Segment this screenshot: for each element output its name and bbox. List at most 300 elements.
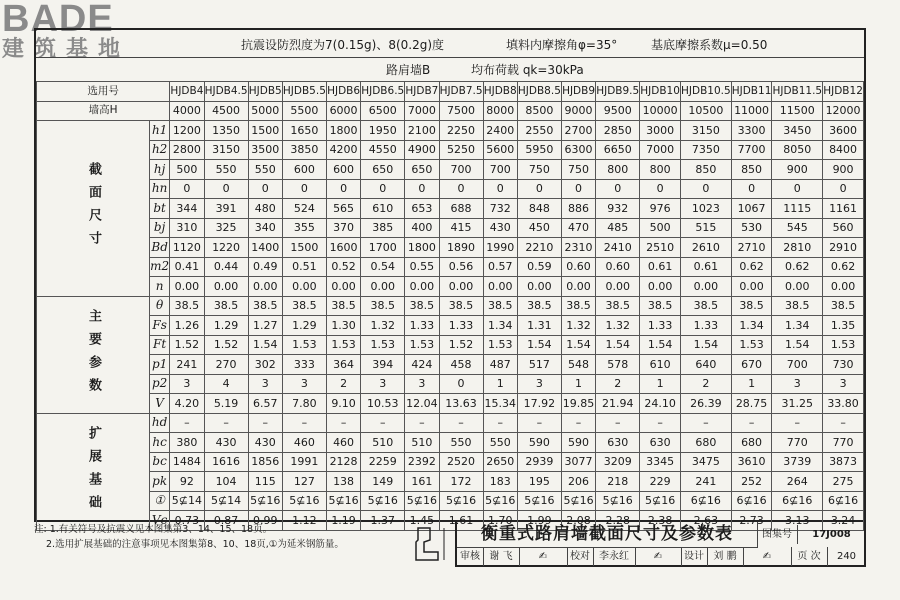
value-cell: 0.73	[170, 511, 204, 531]
symbol-cell: Fs	[150, 316, 170, 336]
value-cell: 0	[681, 179, 732, 199]
value-cell: 183	[483, 472, 517, 492]
value-cell: 1.33	[681, 316, 732, 336]
value-cell: 1800	[326, 121, 360, 141]
review-name: 谢 飞	[483, 547, 520, 566]
symbol-cell: bj	[150, 218, 170, 238]
value-cell: 550	[483, 433, 517, 453]
height-label: 墙高H	[37, 101, 170, 121]
value-cell: 1856	[248, 452, 282, 472]
value-cell: 4550	[361, 140, 405, 160]
value-cell: 0.62	[823, 257, 864, 277]
height-cell: 8500	[517, 101, 561, 121]
model-header-row	[37, 82, 864, 102]
value-cell: 172	[439, 472, 483, 492]
value-cell: 2650	[483, 452, 517, 472]
table-row	[37, 179, 864, 199]
value-cell: 1.30	[326, 316, 360, 336]
title-block	[455, 522, 866, 567]
value-cell: –	[823, 413, 864, 433]
value-cell: 3	[517, 374, 561, 394]
atlas-number: 17J008	[812, 529, 851, 540]
value-cell: 5⊈16	[640, 491, 681, 511]
value-cell: –	[204, 413, 248, 433]
value-cell: 732	[483, 199, 517, 219]
value-cell: 1.27	[248, 316, 282, 336]
table-row	[37, 121, 864, 141]
parameter-table	[36, 81, 864, 531]
value-cell: 800	[640, 160, 681, 180]
value-cell: 2392	[405, 452, 439, 472]
value-cell: 0.57	[483, 257, 517, 277]
value-cell: 450	[517, 218, 561, 238]
value-cell: 900	[823, 160, 864, 180]
value-cell: 4200	[326, 140, 360, 160]
value-cell: 1.53	[823, 335, 864, 355]
value-cell: 5⊈16	[561, 491, 595, 511]
note-line-2: 2.选用扩展基础的注意事项见本图集第8、10、18页,①为延米钢筋量。	[46, 539, 344, 550]
value-cell: 1616	[204, 452, 248, 472]
value-cell: 590	[517, 433, 561, 453]
value-cell: 2810	[772, 238, 823, 258]
value-cell: 325	[204, 218, 248, 238]
height-cell: 10500	[681, 101, 732, 121]
value-cell: 8400	[823, 140, 864, 160]
value-cell: 0	[517, 179, 561, 199]
symbol-cell: hd	[150, 413, 170, 433]
table-row	[37, 452, 864, 472]
table-row	[37, 394, 864, 414]
value-cell: 0.56	[439, 257, 483, 277]
value-cell: 1	[640, 374, 681, 394]
value-cell: 344	[170, 199, 204, 219]
value-cell: 0.00	[640, 277, 681, 297]
value-cell: 38.5	[640, 296, 681, 316]
value-cell: 0.49	[248, 257, 282, 277]
value-cell: 430	[204, 433, 248, 453]
value-cell: 688	[439, 199, 483, 219]
symbol-cell: h2	[150, 140, 170, 160]
value-cell: 0.54	[361, 257, 405, 277]
table-row	[37, 355, 864, 375]
height-cell: 11000	[731, 101, 772, 121]
value-cell: 1.53	[731, 335, 772, 355]
value-cell: 680	[731, 433, 772, 453]
value-cell: 700	[483, 160, 517, 180]
value-cell: 355	[282, 218, 326, 238]
value-cell: 5⊈16	[517, 491, 561, 511]
value-cell: 1.54	[640, 335, 681, 355]
group-label: 主要参数	[37, 296, 150, 413]
value-cell: 6.57	[248, 394, 282, 414]
value-cell: 127	[282, 472, 326, 492]
value-cell: –	[282, 413, 326, 433]
value-cell: 0	[640, 179, 681, 199]
value-cell: 5⊈16	[282, 491, 326, 511]
value-cell: 3	[405, 374, 439, 394]
value-cell: 0	[439, 179, 483, 199]
value-cell: 2410	[596, 238, 640, 258]
value-cell: 38.5	[361, 296, 405, 316]
height-cell: 6000	[326, 101, 360, 121]
symbol-cell: n	[150, 277, 170, 297]
value-cell: 3000	[640, 121, 681, 141]
value-cell: 4900	[405, 140, 439, 160]
value-cell: 2939	[517, 452, 561, 472]
value-cell: 7350	[681, 140, 732, 160]
value-cell: 3500	[248, 140, 282, 160]
value-cell: 1161	[823, 199, 864, 219]
value-cell: –	[248, 413, 282, 433]
value-cell: 218	[596, 472, 640, 492]
symbol-cell: hj	[150, 160, 170, 180]
value-cell: 7.80	[282, 394, 326, 414]
value-cell: 2	[326, 374, 360, 394]
value-cell: 1800	[405, 238, 439, 258]
value-cell: 1.53	[282, 335, 326, 355]
value-cell: –	[326, 413, 360, 433]
value-cell: 149	[361, 472, 405, 492]
value-cell: 800	[596, 160, 640, 180]
value-cell: 548	[561, 355, 595, 375]
value-cell: 1.19	[326, 511, 360, 531]
group-label: 扩展基础	[37, 413, 150, 530]
value-cell: 0.00	[731, 277, 772, 297]
value-cell: 3	[282, 374, 326, 394]
model-cell: HJDB6.5	[361, 82, 405, 102]
value-cell: 3610	[731, 452, 772, 472]
value-cell: 38.5	[204, 296, 248, 316]
value-cell: 0.00	[439, 277, 483, 297]
value-cell: 1.32	[596, 316, 640, 336]
symbol-cell: Vc	[150, 511, 170, 531]
value-cell: 38.5	[248, 296, 282, 316]
value-cell: –	[561, 413, 595, 433]
value-cell: 0.00	[361, 277, 405, 297]
value-cell: 610	[640, 355, 681, 375]
value-cell: –	[405, 413, 439, 433]
value-cell: 1500	[282, 238, 326, 258]
model-cell: HJDB8	[483, 82, 517, 102]
value-cell: 1.29	[282, 316, 326, 336]
value-cell: 0	[561, 179, 595, 199]
value-cell: 38.5	[681, 296, 732, 316]
table-row	[37, 433, 864, 453]
value-cell: 1500	[248, 121, 282, 141]
value-cell: 0.00	[517, 277, 561, 297]
value-cell: 1.32	[361, 316, 405, 336]
value-cell: 1.99	[517, 511, 561, 531]
value-cell: 2710	[731, 238, 772, 258]
value-cell: 5⊈16	[439, 491, 483, 511]
value-cell: 4	[204, 374, 248, 394]
value-cell: 1.32	[561, 316, 595, 336]
value-cell: 0	[170, 179, 204, 199]
value-cell: 5250	[439, 140, 483, 160]
model-header-label: 选用号	[37, 82, 170, 102]
table-row	[37, 199, 864, 219]
value-cell: 0.55	[405, 257, 439, 277]
value-cell: 115	[248, 472, 282, 492]
value-cell: 500	[170, 160, 204, 180]
value-cell: 1990	[483, 238, 517, 258]
value-cell: 430	[483, 218, 517, 238]
symbol-cell: pk	[150, 472, 170, 492]
value-cell: 1.45	[405, 511, 439, 531]
review-signature: ✍	[519, 547, 568, 566]
table-row	[37, 238, 864, 258]
value-cell: 0.00	[405, 277, 439, 297]
value-cell: 0.00	[326, 277, 360, 297]
value-cell: 5⊈16	[405, 491, 439, 511]
value-cell: 302	[248, 355, 282, 375]
value-cell: 394	[361, 355, 405, 375]
value-cell: 3345	[640, 452, 681, 472]
value-cell: 2	[596, 374, 640, 394]
value-cell: –	[772, 413, 823, 433]
model-cell: HJDB4.5	[204, 82, 248, 102]
value-cell: 500	[640, 218, 681, 238]
value-cell: 0.00	[170, 277, 204, 297]
value-cell: 3300	[731, 121, 772, 141]
model-cell: HJDB11	[731, 82, 772, 102]
value-cell: –	[517, 413, 561, 433]
value-cell: 886	[561, 199, 595, 219]
value-cell: 2520	[439, 452, 483, 472]
value-cell: 1120	[170, 238, 204, 258]
value-cell: 680	[681, 433, 732, 453]
value-cell: 630	[596, 433, 640, 453]
model-cell: HJDB4	[170, 82, 204, 102]
value-cell: 4.20	[170, 394, 204, 414]
value-cell: 370	[326, 218, 360, 238]
check-label: 校对	[567, 547, 594, 566]
header-wall-type: 路肩墙B	[386, 63, 431, 77]
header-row-1	[36, 30, 864, 58]
value-cell: 38.5	[517, 296, 561, 316]
value-cell: 2.63	[681, 511, 732, 531]
value-cell: 510	[361, 433, 405, 453]
value-cell: 590	[561, 433, 595, 453]
logo-cn-text: 建筑基地	[2, 37, 131, 62]
value-cell: 275	[823, 472, 864, 492]
value-cell: 1.33	[405, 316, 439, 336]
value-cell: 1600	[326, 238, 360, 258]
group-label: 截面尺寸	[37, 121, 150, 297]
value-cell: 430	[248, 433, 282, 453]
value-cell: 1	[561, 374, 595, 394]
header-seismic: 抗震设防烈度为7(0.15g)、8(0.2g)度	[241, 38, 445, 52]
value-cell: 2.38	[640, 511, 681, 531]
value-cell: 9.10	[326, 394, 360, 414]
value-cell: 5⊈16	[483, 491, 517, 511]
value-cell: 12.04	[405, 394, 439, 414]
value-cell: 3	[170, 374, 204, 394]
value-cell: 0.00	[823, 277, 864, 297]
symbol-cell: h1	[150, 121, 170, 141]
height-cell: 10000	[640, 101, 681, 121]
model-cell: HJDB7.5	[439, 82, 483, 102]
value-cell: 2310	[561, 238, 595, 258]
value-cell: 650	[361, 160, 405, 180]
value-cell: 28.75	[731, 394, 772, 414]
value-cell: 3	[823, 374, 864, 394]
value-cell: 380	[170, 433, 204, 453]
value-cell: 364	[326, 355, 360, 375]
value-cell: 0	[596, 179, 640, 199]
value-cell: 1115	[772, 199, 823, 219]
logo-brand-text: BADE	[2, 0, 114, 40]
height-cell: 4500	[204, 101, 248, 121]
value-cell: 0.62	[772, 257, 823, 277]
value-cell: –	[483, 413, 517, 433]
symbol-cell: V	[150, 394, 170, 414]
value-cell: 1.53	[326, 335, 360, 355]
value-cell: 1.54	[517, 335, 561, 355]
value-cell: 600	[326, 160, 360, 180]
value-cell: 1.26	[170, 316, 204, 336]
value-cell: 0.99	[248, 511, 282, 531]
value-cell: 550	[248, 160, 282, 180]
value-cell: 700	[772, 355, 823, 375]
value-cell: 38.5	[439, 296, 483, 316]
value-cell: 3475	[681, 452, 732, 472]
symbol-cell: ①	[150, 491, 170, 511]
value-cell: 770	[823, 433, 864, 453]
value-cell: 976	[640, 199, 681, 219]
model-cell: HJDB7	[405, 82, 439, 102]
notes	[34, 522, 424, 552]
value-cell: 0.59	[517, 257, 561, 277]
value-cell: 0	[282, 179, 326, 199]
design-signature: ✍	[743, 547, 792, 566]
model-cell: HJDB9.5	[596, 82, 640, 102]
header-row-2	[36, 57, 864, 82]
value-cell: 0.61	[681, 257, 732, 277]
value-cell: 524	[282, 199, 326, 219]
value-cell: 38.5	[483, 296, 517, 316]
value-cell: 1.35	[823, 316, 864, 336]
value-cell: 0.00	[248, 277, 282, 297]
height-cell: 9000	[561, 101, 595, 121]
value-cell: 3850	[282, 140, 326, 160]
table-row	[37, 316, 864, 336]
value-cell: 6⊈16	[731, 491, 772, 511]
model-cell: HJDB10.5	[681, 82, 732, 102]
value-cell: 0.00	[483, 277, 517, 297]
value-cell: 0.51	[282, 257, 326, 277]
value-cell: 730	[823, 355, 864, 375]
check-signature: ✍	[635, 547, 682, 566]
value-cell: 400	[405, 218, 439, 238]
value-cell: 560	[823, 218, 864, 238]
value-cell: 385	[361, 218, 405, 238]
height-cell: 7500	[439, 101, 483, 121]
value-cell: 470	[561, 218, 595, 238]
drawing-title: 衡重式路肩墙截面尺寸及参数表	[457, 522, 758, 548]
value-cell: 3.24	[823, 511, 864, 531]
value-cell: 2610	[681, 238, 732, 258]
value-cell: 1.53	[361, 335, 405, 355]
value-cell: 1.54	[596, 335, 640, 355]
value-cell: –	[170, 413, 204, 433]
value-cell: –	[681, 413, 732, 433]
symbol-cell: bt	[150, 199, 170, 219]
value-cell: 1067	[731, 199, 772, 219]
value-cell: 15.34	[483, 394, 517, 414]
page-number: 240	[836, 551, 857, 562]
value-cell: 2910	[823, 238, 864, 258]
value-cell: 1.34	[483, 316, 517, 336]
value-cell: 1.54	[561, 335, 595, 355]
value-cell: 600	[282, 160, 326, 180]
value-cell: 424	[405, 355, 439, 375]
value-cell: 104	[204, 472, 248, 492]
table-row	[37, 335, 864, 355]
table-row	[37, 491, 864, 511]
value-cell: 5⊈16	[326, 491, 360, 511]
value-cell: 5600	[483, 140, 517, 160]
header-base-friction: 基底摩擦系数μ=0.50	[651, 38, 768, 52]
check-name: 李永红	[593, 547, 636, 566]
note-line-1: 注: 1.有关符号及抗震义见本图集第3、14、15、18页。	[34, 524, 273, 535]
value-cell: 3450	[772, 121, 823, 141]
value-cell: 7700	[731, 140, 772, 160]
symbol-cell: hn	[150, 179, 170, 199]
value-cell: 900	[772, 160, 823, 180]
value-cell: 3	[361, 374, 405, 394]
value-cell: 640	[681, 355, 732, 375]
value-cell: 2400	[483, 121, 517, 141]
value-cell: 650	[405, 160, 439, 180]
value-cell: 3150	[681, 121, 732, 141]
height-cell: 5500	[282, 101, 326, 121]
model-cell: HJDB6	[326, 82, 360, 102]
value-cell: 264	[772, 472, 823, 492]
value-cell: 19.85	[561, 394, 595, 414]
model-cell: HJDB5	[248, 82, 282, 102]
value-cell: 848	[517, 199, 561, 219]
value-cell: 33.80	[823, 394, 864, 414]
value-cell: 2128	[326, 452, 360, 472]
value-cell: 1400	[248, 238, 282, 258]
value-cell: 26.39	[681, 394, 732, 414]
value-cell: 38.5	[326, 296, 360, 316]
value-cell: 2100	[405, 121, 439, 141]
height-cell: 7000	[405, 101, 439, 121]
value-cell: –	[361, 413, 405, 433]
value-cell: 750	[517, 160, 561, 180]
value-cell: 5⊈14	[204, 491, 248, 511]
value-cell: 2.73	[731, 511, 772, 531]
value-cell: 1.52	[170, 335, 204, 355]
header-friction-angle: 填料内摩擦角φ=35°	[506, 38, 618, 52]
value-cell: 3150	[204, 140, 248, 160]
symbol-cell: θ	[150, 296, 170, 316]
value-cell: 530	[731, 218, 772, 238]
value-cell: 1200	[170, 121, 204, 141]
table-row	[37, 277, 864, 297]
value-cell: 2.08	[561, 511, 595, 531]
value-cell: 195	[517, 472, 561, 492]
value-cell: 3	[772, 374, 823, 394]
value-cell: 1.53	[405, 335, 439, 355]
page-label: 页 次	[791, 547, 828, 566]
value-cell: 1.54	[681, 335, 732, 355]
value-cell: 3209	[596, 452, 640, 472]
value-cell: 138	[326, 472, 360, 492]
value-cell: 1.53	[483, 335, 517, 355]
